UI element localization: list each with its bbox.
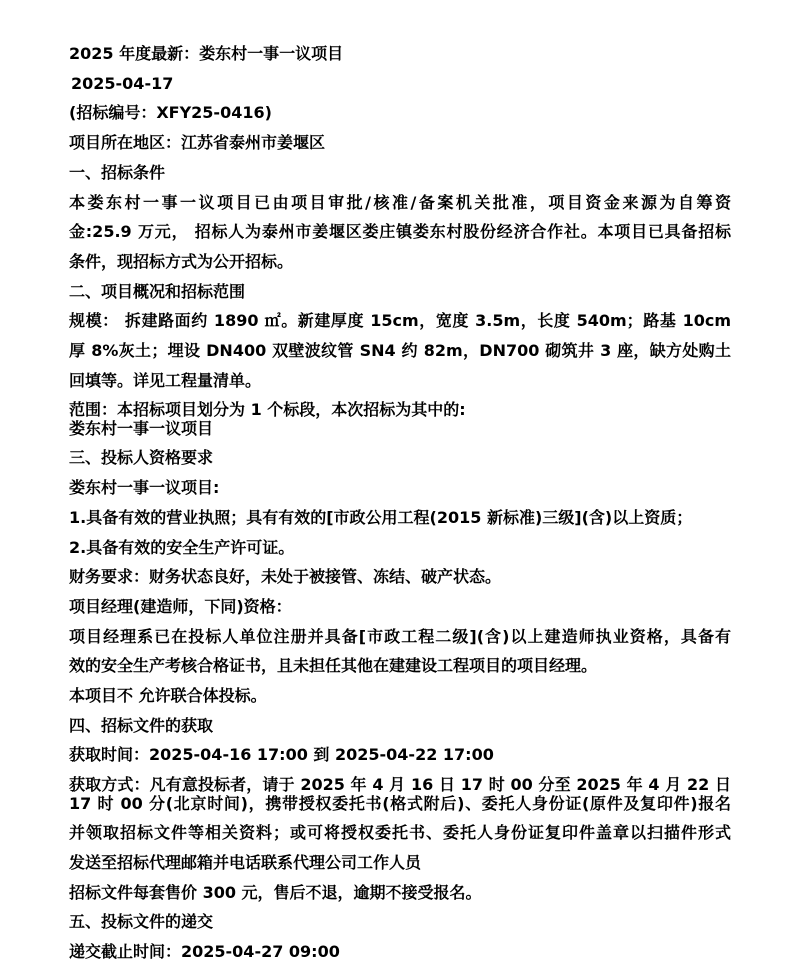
paragraph-line: 本项目不 允许联合体投标。	[69, 686, 267, 705]
section-heading-5: 五、投标文件的递交	[69, 912, 214, 931]
paragraph-line: 财务要求：财务状态良好，未处于被接管、冻结、破产状态。	[69, 567, 502, 586]
document-title: 2025 年度最新：娄东村一事一议项目	[69, 44, 344, 63]
paragraph-line: 17 时 00 分(北京时间)，携带授权委托书(格式附后)、委托人身份证(原件及复印件)报名	[69, 794, 731, 813]
section-heading-4: 四、招标文件的获取	[69, 716, 214, 735]
paragraph-line: 递交截止时间：2025-04-27 09:00	[69, 942, 340, 961]
paragraph-line: 条件，现招标方式为公开招标。	[69, 252, 294, 271]
section-heading-1: 一、招标条件	[69, 163, 166, 182]
paragraph-line: 效的安全生产考核合格证书，且未担任其他在建建设工程项目的项目经理。	[69, 656, 598, 675]
paragraph-line: 金:25.9 万元， 招标人为泰州市姜堰区娄庄镇娄东村股份经济合作社。本项目已具备招标	[69, 222, 731, 241]
paragraph-line: 娄东村一事一议项目:	[69, 478, 220, 497]
paragraph-line: 2.具备有效的安全生产许可证。	[69, 538, 295, 557]
paragraph-line: 厚 8%灰土；埋设 DN400 双壁波纹管 SN4 约 82m，DN700 砌筑井 3 座，缺方处购土	[69, 341, 731, 360]
project-location: 项目所在地区：江苏省泰州市姜堰区	[69, 133, 326, 152]
paragraph-line: 获取时间：2025-04-16 17:00 到 2025-04-22 17:00	[69, 745, 494, 764]
paragraph-line: 项目经理(建造师，下同)资格：	[69, 597, 292, 616]
paragraph-line: 并领取招标文件等相关资料；或可将授权委托书、委托人身份证复印件盖章以扫描件形式	[69, 823, 731, 842]
tender-number: (招标编号：XFY25-0416)	[69, 103, 272, 122]
paragraph-line: 范围：本招标项目划分为 1 个标段，本次招标为其中的:	[69, 400, 466, 419]
paragraph-line: 招标文件每套售价 300 元，售后不退，逾期不接受报名。	[69, 883, 482, 902]
paragraph-line: 项目经理系已在投标人单位注册并具备[市政工程二级](含)以上建造师执业资格，具备有	[69, 627, 731, 646]
publish-date: 2025-04-17	[71, 74, 174, 93]
paragraph-line: 本娄东村一事一议项目已由项目审批/核准/备案机关批准，项目资金来源为自筹资	[69, 193, 731, 212]
section-heading-2: 二、项目概况和招标范围	[69, 282, 246, 301]
paragraph-line: 规模： 拆建路面约 1890 ㎡。新建厚度 15cm，宽度 3.5m，长度 540m；路基 10cm	[69, 311, 731, 330]
paragraph-line: 发送至招标代理邮箱并电话联系代理公司工作人员	[69, 853, 422, 872]
section-heading-3: 三、投标人资格要求	[69, 448, 214, 467]
paragraph-line: 1.具备有效的营业执照；具有有效的[市政公用工程(2015 新标准)三级](含)以上资质；	[69, 508, 693, 527]
paragraph-line: 娄东村一事一议项目	[69, 419, 214, 438]
paragraph-line: 获取方式：凡有意投标者，请于 2025 年 4 月 16 日 17 时 00 分至 2025 年 4 月 22 日	[69, 775, 731, 794]
paragraph-line: 回填等。详见工程量清单。	[69, 371, 262, 390]
